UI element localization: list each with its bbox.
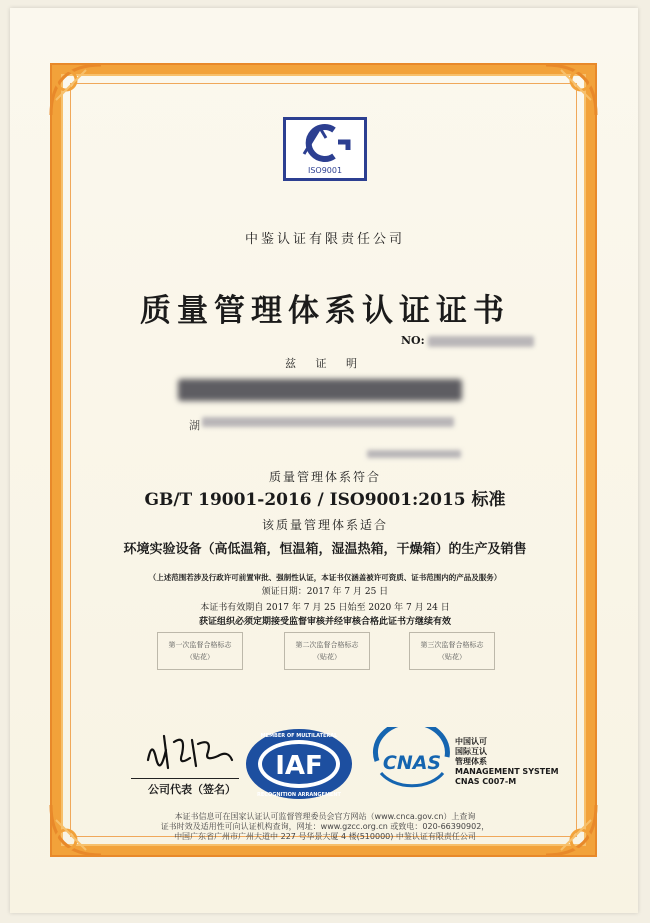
iaf-logo [244, 727, 354, 801]
issuer-name: 中鉴认证有限责任公司 [244, 232, 405, 247]
cnas-label: CNAS [382, 752, 442, 774]
sticker-note: （贴花） [186, 653, 214, 661]
surveillance-sticker-1 [157, 632, 243, 670]
cnas-logo [371, 727, 453, 793]
postcode-redacted [367, 450, 461, 458]
sticker-label: 第一次监督合格标志 [168, 641, 232, 649]
certificate-number-label: NO: [401, 334, 425, 347]
surveillance-sticker-3 [409, 632, 495, 670]
cnas-line: 国际互认 [455, 747, 487, 756]
signature-label: 公司代表（签名） [148, 783, 236, 796]
surveillance-sticker-2 [284, 632, 370, 670]
sticker-label: 第三次监督合格标志 [420, 641, 484, 649]
footer-line: 中国广东省广州市广州大道中 227 号华景大厦 4 楼(510000) 中鉴认证有限责任公司 [174, 832, 476, 841]
holder-name-redacted [178, 379, 462, 401]
corner-ornament [541, 60, 601, 120]
ccg-logo-icon [286, 120, 364, 166]
handwritten-signature [142, 728, 237, 774]
applies-statement: 该质量管理体系适合 [261, 518, 388, 532]
cnas-line: 中国认可 [455, 737, 487, 746]
cnas-accreditation-text [455, 737, 559, 787]
sticker-label: 第二次监督合格标志 [295, 641, 359, 649]
certificate-number-redacted [428, 336, 534, 347]
corner-ornament [46, 60, 106, 120]
sticker-note: （贴花） [313, 653, 341, 661]
cnas-line: 管理体系 [455, 757, 487, 766]
iaf-ring-bottom: RECOGNITION ARRANGEMENT [257, 792, 341, 798]
conforms-statement: 质量管理体系符合 [268, 470, 381, 484]
logo-caption: ISO9001 [307, 166, 343, 175]
issue-date: 颁证日期：2017 年 7 月 25 日 [261, 587, 389, 597]
standard-name: GB/T 19001-2016 / ISO9001:2015 标准 [144, 490, 506, 510]
scope-note: （上述范围若涉及行政许可前置审批、强制性认证，本证书仅涵盖被许可资质、证书范围内的产品及服务） [148, 573, 502, 582]
signature-line [131, 778, 239, 779]
iaf-ring-top: MEMBER OF MULTILATERAL [260, 733, 338, 739]
footer-line: 本证书信息可在国家认证认可监督管理委员会官方网站（www.cnca.gov.cn）上查询 [174, 812, 476, 821]
inner-border [70, 83, 577, 837]
certify-statement: 兹 证 明 [285, 357, 365, 370]
certification-logo [283, 117, 367, 181]
sticker-note: （贴花） [438, 653, 466, 661]
address-redacted [202, 417, 454, 427]
certificate-title: 质量管理体系认证证书 [140, 293, 510, 329]
iaf-label: IAF [275, 751, 323, 781]
cnas-line: MANAGEMENT SYSTEM [455, 767, 559, 776]
address-prefix: 湖 [189, 419, 200, 432]
certification-scope: 环境实验设备（高低温箱，恒温箱，湿温热箱，干燥箱）的生产及销售 [123, 542, 527, 557]
footer-line: 证书时效及适用性可向认证机构查询，网址：www.gzcc.org.cn 或致电：020-66390902， [160, 822, 490, 831]
validity-condition: 获证组织必须定期接受监督审核并经审核合格此证书方继续有效 [198, 617, 451, 627]
cnas-line: CNAS C007-M [455, 777, 517, 786]
validity-period: 本证书有效期自 2017 年 7 月 25 日始至 2020 年 7 月 24 日 [200, 603, 450, 613]
